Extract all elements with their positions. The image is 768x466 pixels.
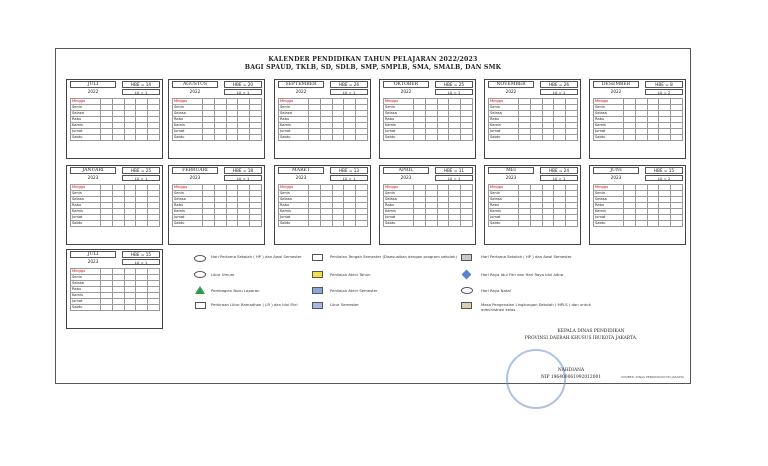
- day-name: Rabu: [173, 203, 203, 209]
- date-cell: [226, 221, 238, 227]
- date-cell: [554, 221, 566, 227]
- day-name: Senin: [384, 105, 414, 111]
- public-holidays-count: LU = 1: [540, 175, 578, 181]
- date-cell: [671, 135, 683, 141]
- day-name: Jumat: [384, 215, 414, 221]
- day-name: Sabtu: [594, 221, 624, 227]
- date-cell: [671, 221, 683, 227]
- day-grid: [383, 98, 473, 141]
- date-cell: [635, 135, 647, 141]
- month-calendar: [168, 165, 265, 245]
- public-holidays-count: LU = 1: [224, 175, 262, 181]
- christmas-icon: [461, 287, 473, 294]
- day-name: Kamis: [489, 209, 519, 215]
- month-year: 2023: [505, 175, 517, 180]
- legend-final-semester: Penilaian Akhir Semester: [330, 288, 378, 293]
- day-name: Senin: [594, 105, 624, 111]
- date-cell: [332, 135, 344, 141]
- effective-days: HBE = 20: [224, 81, 262, 88]
- day-name: Jumat: [594, 129, 624, 135]
- day-grid: [172, 184, 262, 227]
- date-cell: [449, 221, 461, 227]
- date-cell: [250, 221, 262, 227]
- date-cell: [124, 305, 136, 311]
- day-name: Sabtu: [384, 221, 414, 227]
- date-cell: [320, 221, 332, 227]
- day-name: Kamis: [594, 123, 624, 129]
- month-year: 2022: [189, 89, 201, 94]
- date-cell: [414, 135, 426, 141]
- month-year: 2023: [87, 175, 99, 180]
- day-name: Minggu: [71, 185, 101, 191]
- effective-days: HBE = 24: [540, 167, 578, 174]
- day-name: Minggu: [384, 99, 414, 105]
- date-cell: [519, 135, 531, 141]
- date-cell: [624, 221, 636, 227]
- effective-days: HBE = 11: [435, 167, 473, 174]
- date-cell: [320, 135, 332, 141]
- day-name: Senin: [279, 191, 309, 197]
- day-name: Jumat: [489, 215, 519, 221]
- month-calendar: [168, 79, 265, 159]
- day-name: Rabu: [594, 203, 624, 209]
- month-calendar: [66, 165, 163, 245]
- day-name: Rabu: [71, 203, 101, 209]
- date-cell: [647, 135, 659, 141]
- day-name: Senin: [71, 275, 101, 281]
- date-cell: [566, 221, 578, 227]
- effective-days: HBE = 26: [540, 81, 578, 88]
- legend-report-book: Pembagian Buku Laporan: [211, 288, 260, 293]
- exam-icon: [461, 254, 472, 261]
- date-cell: [519, 221, 531, 227]
- day-name: Kamis: [279, 209, 309, 215]
- date-cell: [425, 135, 437, 141]
- date-cell: [659, 135, 671, 141]
- month-calendar: [484, 79, 581, 159]
- date-cell: [250, 135, 262, 141]
- calendar-document: [55, 48, 691, 384]
- day-name: Jumat: [489, 129, 519, 135]
- day-grid: [488, 98, 578, 141]
- effective-days: HBE = 15: [645, 167, 683, 174]
- date-cell: [530, 135, 542, 141]
- day-grid: [278, 184, 368, 227]
- date-cell: [554, 135, 566, 141]
- date-cell: [309, 221, 321, 227]
- day-name: Senin: [173, 191, 203, 197]
- day-name: Selasa: [384, 111, 414, 117]
- legend-final-year: Penilaian Akhir Tahun: [330, 272, 371, 277]
- day-name: Rabu: [279, 117, 309, 123]
- date-cell: [112, 305, 124, 311]
- public-holidays-count: LU = 1: [330, 89, 368, 95]
- day-name: Rabu: [489, 203, 519, 209]
- date-cell: [112, 221, 124, 227]
- day-name: Kamis: [173, 209, 203, 215]
- day-name: Selasa: [173, 197, 203, 203]
- day-name: Minggu: [489, 99, 519, 105]
- date-cell: [356, 221, 368, 227]
- day-name: Senin: [71, 191, 101, 197]
- day-name: Minggu: [279, 99, 309, 105]
- date-cell: [659, 221, 671, 227]
- day-name: Sabtu: [71, 221, 101, 227]
- effective-days: HBE = 8: [645, 81, 683, 88]
- ramadhan-holiday-icon: [195, 302, 206, 309]
- month-calendar: [379, 165, 476, 245]
- day-name: Kamis: [594, 209, 624, 215]
- date-cell: [148, 221, 160, 227]
- signature-name: NAHDIANA: [557, 368, 585, 373]
- date-cell: [238, 135, 250, 141]
- date-cell: [635, 221, 647, 227]
- date-cell: [238, 221, 250, 227]
- document-title: KALENDER PENDIDIKAN TAHUN PELAJARAN 2022/2023: [268, 56, 478, 63]
- day-name: Sabtu: [173, 221, 203, 227]
- public-holidays-count: LU = 1: [435, 89, 473, 95]
- date-cell: [136, 221, 148, 227]
- date-cell: [647, 221, 659, 227]
- month-name: APRIL: [383, 167, 429, 174]
- day-grid: [593, 98, 683, 141]
- date-cell: [148, 135, 160, 141]
- day-name: Selasa: [489, 111, 519, 117]
- day-name: Kamis: [71, 209, 101, 215]
- day-name: Jumat: [173, 215, 203, 221]
- day-name: Minggu: [384, 185, 414, 191]
- public-holidays-count: LU = 1: [122, 89, 160, 95]
- day-name: Rabu: [279, 203, 309, 209]
- date-cell: [542, 135, 554, 141]
- date-cell: [148, 305, 160, 311]
- legend-ramadhan: Perkiraan Libur Ramadhan ( LR ) dan Idul Fitri: [211, 302, 298, 307]
- date-cell: [124, 135, 136, 141]
- day-name: Selasa: [71, 111, 101, 117]
- day-name: Jumat: [71, 299, 101, 305]
- date-cell: [214, 135, 226, 141]
- month-calendar: [66, 79, 163, 159]
- effective-days: HBE = 18: [224, 167, 262, 174]
- month-calendar: [589, 79, 686, 159]
- date-cell: [461, 135, 473, 141]
- day-name: Minggu: [173, 99, 203, 105]
- day-name: Jumat: [279, 215, 309, 221]
- month-name: MARET: [278, 167, 324, 174]
- month-year: 2023: [189, 175, 201, 180]
- day-name: Kamis: [173, 123, 203, 129]
- day-name: Senin: [71, 105, 101, 111]
- day-name: Sabtu: [279, 221, 309, 227]
- final-semester-icon: [312, 287, 323, 294]
- day-name: Selasa: [71, 281, 101, 287]
- day-name: Selasa: [71, 197, 101, 203]
- date-cell: [226, 135, 238, 141]
- date-cell: [101, 135, 113, 141]
- date-cell: [112, 135, 124, 141]
- day-name: Selasa: [594, 111, 624, 117]
- date-cell: [136, 305, 148, 311]
- day-name: Sabtu: [594, 135, 624, 141]
- date-cell: [214, 221, 226, 227]
- day-name: Sabtu: [489, 135, 519, 141]
- date-cell: [101, 221, 113, 227]
- month-name: MEI: [488, 167, 534, 174]
- day-name: Jumat: [173, 129, 203, 135]
- day-name: Rabu: [71, 117, 101, 123]
- day-name: Minggu: [594, 99, 624, 105]
- day-grid: [593, 184, 683, 227]
- month-name: JULI: [70, 251, 116, 258]
- final-year-icon: [312, 271, 323, 278]
- date-cell: [624, 135, 636, 141]
- midterm-icon: [312, 254, 323, 261]
- day-name: Kamis: [71, 123, 101, 129]
- month-year: 2022: [295, 89, 307, 94]
- month-calendar: [379, 79, 476, 159]
- date-cell: [425, 221, 437, 227]
- month-calendar: [66, 249, 163, 329]
- public-holidays-count: LU = 1: [224, 89, 262, 95]
- report-book-icon: [195, 286, 205, 294]
- date-cell: [309, 135, 321, 141]
- day-name: Jumat: [71, 129, 101, 135]
- day-grid: [70, 268, 160, 311]
- month-calendar: [274, 79, 371, 159]
- month-calendar: [274, 165, 371, 245]
- date-cell: [530, 221, 542, 227]
- legend-christmas: Hari Raya Natal: [481, 288, 511, 293]
- day-name: Sabtu: [71, 135, 101, 141]
- day-name: Senin: [173, 105, 203, 111]
- month-year: 2023: [400, 175, 412, 180]
- signature-nip: NIP 196400061992012001: [540, 375, 602, 380]
- month-name: FEBRUARI: [172, 167, 218, 174]
- month-year: 2022: [400, 89, 412, 94]
- day-name: Rabu: [384, 117, 414, 123]
- day-grid: [70, 98, 160, 141]
- date-cell: [124, 221, 136, 227]
- day-name: Sabtu: [279, 135, 309, 141]
- date-cell: [437, 135, 449, 141]
- date-cell: [203, 135, 215, 141]
- day-grid: [383, 184, 473, 227]
- day-name: Minggu: [489, 185, 519, 191]
- day-name: Senin: [489, 191, 519, 197]
- day-name: Senin: [594, 191, 624, 197]
- signature-role: KEPALA DINAS PENDIDIKAN: [557, 329, 625, 334]
- date-cell: [414, 221, 426, 227]
- day-name: Selasa: [384, 197, 414, 203]
- day-name: Sabtu: [173, 135, 203, 141]
- day-name: Jumat: [279, 129, 309, 135]
- date-cell: [356, 135, 368, 141]
- effective-days: HBE = 25: [435, 81, 473, 88]
- month-year: 2023: [87, 259, 99, 264]
- date-cell: [449, 135, 461, 141]
- day-name: Jumat: [594, 215, 624, 221]
- eid-icon: [462, 270, 472, 280]
- day-name: Sabtu: [71, 305, 101, 311]
- month-name: JANUARI: [70, 167, 116, 174]
- day-grid: [172, 98, 262, 141]
- month-calendar: [589, 165, 686, 245]
- legend-midterm: Penilaian Tengah Semester (Disesuaikan dengan program sekolah): [330, 254, 457, 259]
- date-cell: [437, 221, 449, 227]
- public-holidays-count: LU = 1: [540, 89, 578, 95]
- date-cell: [344, 221, 356, 227]
- date-cell: [332, 221, 344, 227]
- day-name: Jumat: [384, 129, 414, 135]
- first-day-icon: [194, 255, 206, 262]
- month-year: 2022: [505, 89, 517, 94]
- effective-days: HBE = 13: [330, 167, 368, 174]
- legend-first-day: Hari Pertama Sekolah ( HP ) dan Awal Semester: [211, 254, 302, 259]
- legend-mpls: Masa Pengenalan Lingkungan Sekolah ( MPLS ) dan untuk administrasi kelas: [481, 302, 591, 312]
- effective-days: HBE = 15: [122, 251, 160, 258]
- month-year: 2022: [87, 89, 99, 94]
- day-name: Kamis: [489, 123, 519, 129]
- public-holidays-count: LU = 1: [122, 259, 160, 265]
- date-cell: [566, 135, 578, 141]
- legend-eid: Hari Raya Idul Fitri dan Hari Raya Idul Adha: [481, 272, 564, 277]
- month-calendar: [484, 165, 581, 245]
- day-name: Kamis: [384, 209, 414, 215]
- day-name: Selasa: [594, 197, 624, 203]
- day-name: Kamis: [384, 123, 414, 129]
- signature-province: PROVINSI DAERAH KHUSUS IBUKOTA JAKARTA,: [524, 336, 638, 341]
- day-name: Rabu: [384, 203, 414, 209]
- date-cell: [461, 221, 473, 227]
- month-name: JULI: [70, 81, 116, 88]
- month-name: JUNI: [593, 167, 639, 174]
- day-name: Minggu: [279, 185, 309, 191]
- legend-exam: Hari Pertama Sekolah ( HP ) dan Awal Semester: [481, 254, 572, 259]
- month-name: SEPTEMBER: [278, 81, 324, 88]
- month-year: 2023: [610, 175, 622, 180]
- day-name: Rabu: [489, 117, 519, 123]
- date-cell: [344, 135, 356, 141]
- day-name: Minggu: [594, 185, 624, 191]
- legend-public-holiday: Libur Umum: [211, 272, 235, 277]
- public-holidays-count: LU = 2: [645, 89, 683, 95]
- semester-holiday-icon: [312, 302, 323, 309]
- day-grid: [70, 184, 160, 227]
- month-name: NOVEMBER: [488, 81, 534, 88]
- public-holidays-count: LU = 1: [330, 175, 368, 181]
- day-name: Rabu: [594, 117, 624, 123]
- date-cell: [101, 305, 113, 311]
- date-cell: [203, 221, 215, 227]
- day-name: Selasa: [279, 111, 309, 117]
- day-name: Minggu: [71, 99, 101, 105]
- document-subtitle: BAGI SPAUD, TKLB, SD, SDLB, SMP, SMPLB, SMA, SMALB, DAN SMK: [244, 64, 502, 71]
- month-name: AGUSTUS: [172, 81, 218, 88]
- effective-days: HBE = 26: [330, 81, 368, 88]
- day-name: Rabu: [71, 287, 101, 293]
- day-name: Minggu: [71, 269, 101, 275]
- public-holiday-icon: [194, 271, 206, 278]
- document-footer: SUMBER: DINAS PENDIDIKAN DKI JAKARTA: [621, 375, 684, 379]
- public-holidays-count: LU = 2: [645, 175, 683, 181]
- day-name: Kamis: [71, 293, 101, 299]
- date-cell: [136, 135, 148, 141]
- mpls-icon: [461, 302, 472, 309]
- effective-days: HBE = 14: [122, 81, 160, 88]
- month-name: OKTOBER: [383, 81, 429, 88]
- date-cell: [542, 221, 554, 227]
- day-name: Selasa: [173, 111, 203, 117]
- day-name: Kamis: [279, 123, 309, 129]
- month-name: DESEMBER: [593, 81, 639, 88]
- day-grid: [278, 98, 368, 141]
- day-name: Rabu: [173, 117, 203, 123]
- day-name: Senin: [384, 191, 414, 197]
- month-year: 2022: [610, 89, 622, 94]
- day-name: Selasa: [279, 197, 309, 203]
- public-holidays-count: LU = 1: [122, 175, 160, 181]
- day-name: Jumat: [71, 215, 101, 221]
- month-year: 2023: [295, 175, 307, 180]
- legend-semester-holiday: Libur Semester: [330, 302, 359, 307]
- public-holidays-count: LU = 1: [435, 175, 473, 181]
- day-name: Sabtu: [384, 135, 414, 141]
- day-name: Minggu: [173, 185, 203, 191]
- day-name: Senin: [489, 105, 519, 111]
- day-name: Senin: [279, 105, 309, 111]
- day-name: Sabtu: [489, 221, 519, 227]
- effective-days: HBE = 25: [122, 167, 160, 174]
- day-grid: [488, 184, 578, 227]
- day-name: Selasa: [489, 197, 519, 203]
